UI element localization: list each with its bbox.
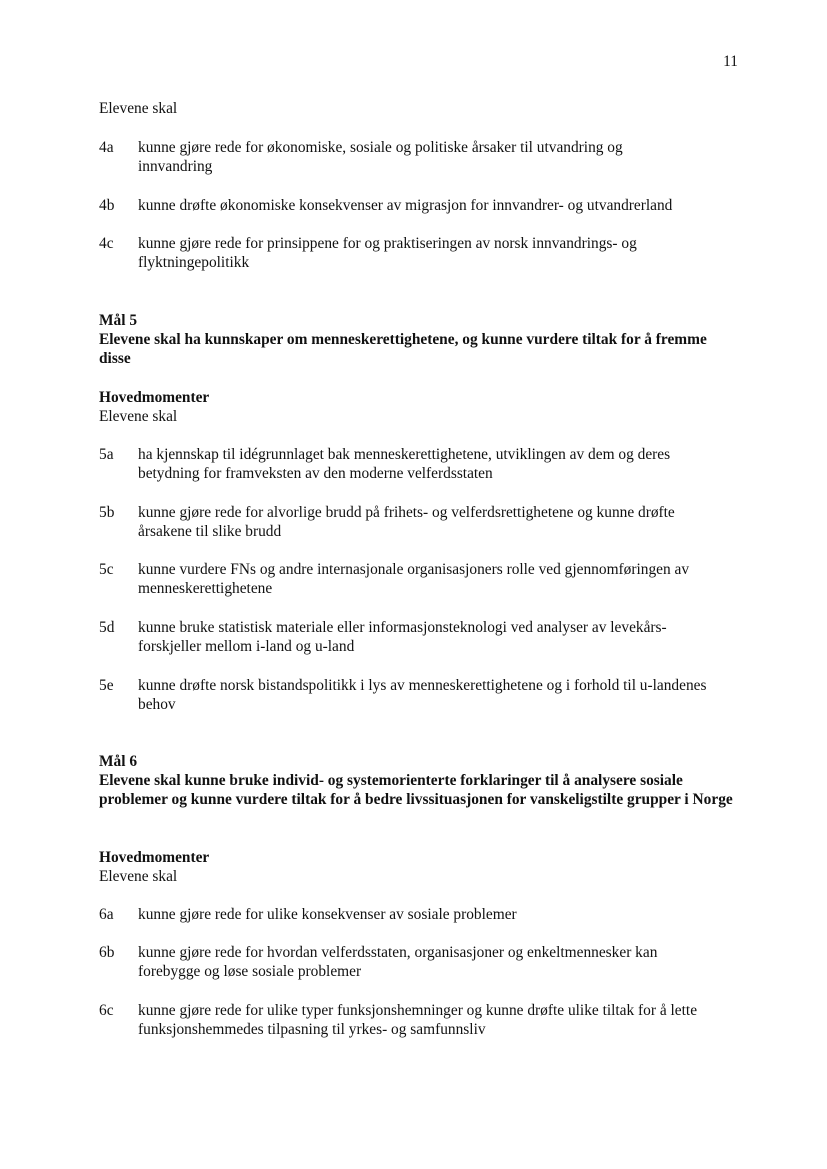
objective-text: kunne gjøre rede for ulike konsekvenser av sosiale problemer xyxy=(138,906,517,923)
section-subheading: Elevene skal xyxy=(99,868,178,885)
objective-text: kunne drøfte økonomiske konsekvenser av migrasjon for innvandrer- og utvandrerland xyxy=(138,197,673,214)
objective-code: 4b xyxy=(99,197,115,214)
section-heading: Hovedmomenter xyxy=(99,849,210,866)
objective-item xyxy=(99,196,749,215)
objective-text: kunne vurdere FNs og andre internasjonale organisasjoners rolle ved gjennomføringen av menneskerettighetene xyxy=(138,561,690,597)
objective-text: ha kjennskap til idégrunnlaget bak menneskerettighetene, utviklingen av dem og deres betydning for framveksten av den moderne velferdsstaten xyxy=(138,446,671,482)
objective-code: 6b xyxy=(99,944,115,961)
objective-code: 5c xyxy=(99,561,114,578)
objective-text: kunne bruke statistisk materiale eller informasjonsteknologi ved analyser av levekårs-forskjeller mellom i-land og u-land xyxy=(138,619,667,655)
section-heading: Hovedmomenter xyxy=(99,389,210,406)
objective-code: 5a xyxy=(99,446,114,463)
objective-code: 4c xyxy=(99,235,114,252)
goal-6-main-points xyxy=(99,848,209,886)
goal-5-main-points xyxy=(99,388,209,426)
goal-6-statement: Elevene skal kunne bruke individ- og systemorienterte forklaringer til å analysere sosiale problemer og kunne vurdere tiltak for å bedre livssituasjonen for vanskeligstilte grupper i Norge xyxy=(99,772,733,808)
objective-text: kunne gjøre rede for økonomiske, sosiale og politiske årsaker til utvandring og innvandring xyxy=(138,139,623,175)
objective-item xyxy=(99,676,709,714)
objective-text: kunne gjøre rede for prinsippene for og praktiseringen av norsk innvandrings- og flyktningepolitikk xyxy=(138,235,637,271)
objective-code: 6c xyxy=(99,1002,114,1019)
objective-item xyxy=(99,503,729,541)
goal-6-title: Mål 6 xyxy=(99,753,138,770)
objective-code: 5b xyxy=(99,504,115,521)
objective-text: kunne gjøre rede for alvorlige brudd på frihets- og velferdsrettighetene og kunne drøfte årsakene til slike brudd xyxy=(138,504,675,540)
page-number: 11 xyxy=(723,53,738,70)
intro-label: Elevene skal xyxy=(99,100,178,117)
objective-item xyxy=(99,445,724,483)
section-subheading: Elevene skal xyxy=(99,408,178,425)
objective-item xyxy=(99,1001,729,1039)
objective-text: kunne gjøre rede for ulike typer funksjonshemninger og kunne drøfte ulike tiltak for å lette funksjonshemmedes tilpasning til yrkes- og samfunnsliv xyxy=(138,1002,698,1038)
objective-item xyxy=(99,943,714,981)
objective-code: 6a xyxy=(99,906,114,923)
objective-code: 5d xyxy=(99,619,115,636)
objective-code: 4a xyxy=(99,139,114,156)
objective-text: kunne gjøre rede for hvordan velferdsstaten, organisasjoner og enkeltmennesker kan forebygge og løse sosiale problemer xyxy=(138,944,658,980)
objective-item xyxy=(99,138,679,176)
objective-item xyxy=(99,234,699,272)
objective-text: kunne drøfte norsk bistandspolitikk i lys av menneskerettighetene og i forhold til u-landenes behov xyxy=(138,677,707,713)
objective-code: 5e xyxy=(99,677,114,694)
goal-5-statement: Elevene skal ha kunnskaper om menneskerettighetene, og kunne vurdere tiltak for å fremme disse xyxy=(99,331,707,367)
goal-5-title: Mål 5 xyxy=(99,312,138,329)
objective-item xyxy=(99,905,749,924)
objective-item xyxy=(99,560,744,598)
objective-item xyxy=(99,618,719,656)
